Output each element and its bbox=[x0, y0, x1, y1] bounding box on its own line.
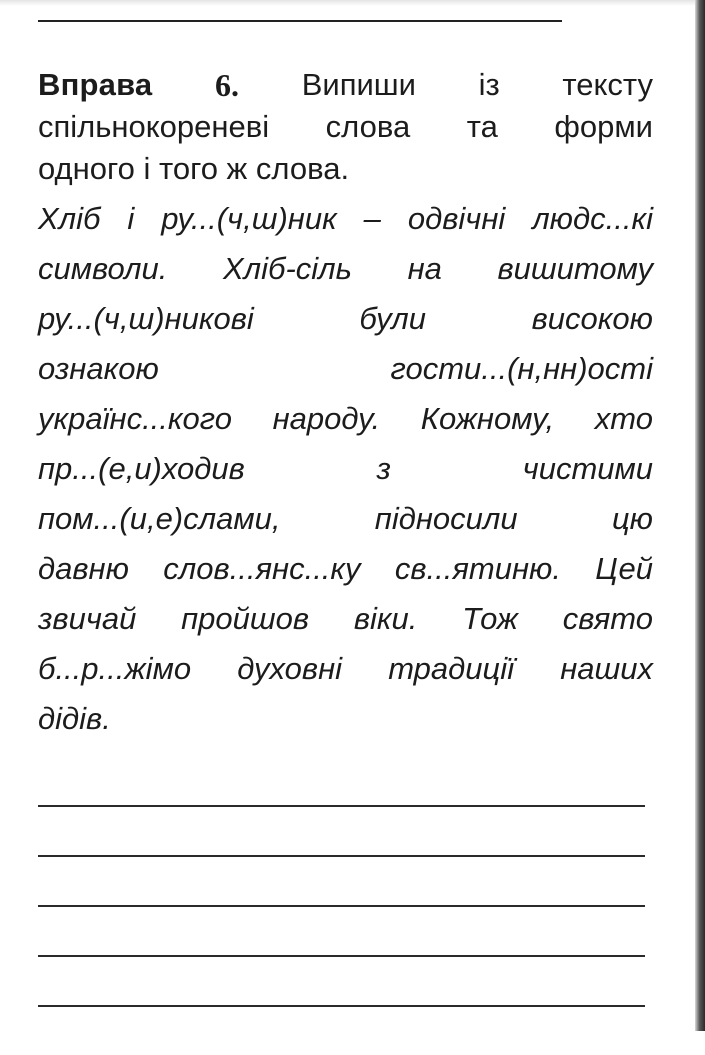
text-word: з bbox=[376, 451, 391, 486]
text-word: символи. bbox=[38, 251, 168, 286]
task-title-label: Вправа bbox=[38, 67, 153, 102]
text-word: ру...(ч,ш)ник bbox=[161, 201, 337, 236]
text-word: були bbox=[359, 301, 427, 336]
text-word: підносили bbox=[374, 501, 518, 536]
text-word: пр...(е,и)ходив bbox=[38, 451, 245, 486]
text-word: ру...(ч,ш)никові bbox=[38, 301, 254, 336]
task-instruction-line bbox=[38, 106, 653, 148]
text-line bbox=[38, 644, 653, 694]
instruction-word: слова bbox=[325, 109, 411, 144]
text-word: традиції bbox=[388, 651, 515, 686]
task-heading-line bbox=[38, 64, 653, 106]
instruction-word: та bbox=[466, 109, 498, 144]
text-word: на bbox=[407, 251, 442, 286]
instruction-word: Випиши bbox=[301, 67, 416, 102]
text-line bbox=[38, 494, 653, 544]
text-word: дідів. bbox=[38, 701, 111, 736]
text-word: – bbox=[363, 201, 381, 236]
text-word: вишитому bbox=[497, 251, 653, 286]
text-word: слов...янс...ку bbox=[163, 551, 361, 586]
text-word: давню bbox=[38, 551, 129, 586]
top-divider-line bbox=[38, 20, 562, 22]
text-word: цю bbox=[611, 501, 653, 536]
text-line bbox=[38, 344, 653, 394]
instruction-text: одного і того ж слова. bbox=[38, 151, 350, 186]
text-word: Цей bbox=[595, 551, 653, 586]
answer-line bbox=[38, 955, 645, 1005]
text-word: високою bbox=[531, 301, 653, 336]
answer-lines bbox=[38, 805, 645, 1055]
text-line bbox=[38, 194, 653, 244]
text-word: гости...(н,нн)ості bbox=[390, 351, 653, 386]
text-word: і bbox=[127, 201, 135, 236]
text-line bbox=[38, 694, 653, 744]
instruction-word: форми bbox=[554, 109, 653, 144]
text-word: св...ятиню. bbox=[394, 551, 561, 586]
text-word: чистими bbox=[522, 451, 653, 486]
text-word: Хліб-сіль bbox=[222, 251, 352, 286]
text-word: наших bbox=[560, 651, 653, 686]
text-word: українс...кого bbox=[38, 401, 232, 436]
text-word: хто bbox=[594, 401, 653, 436]
instruction-word: тексту bbox=[562, 67, 653, 102]
text-word: народу. bbox=[272, 401, 381, 436]
task-number: 6. bbox=[215, 67, 240, 103]
text-word: віки. bbox=[353, 601, 418, 636]
text-word: пом...(и,е)слами, bbox=[38, 501, 281, 536]
text-word: Кожному, bbox=[420, 401, 555, 436]
text-word: звичай bbox=[38, 601, 137, 636]
task-title bbox=[38, 64, 152, 106]
text-word: ознакою bbox=[38, 351, 159, 386]
page-top-shadow bbox=[0, 0, 705, 6]
page-edge-shadow bbox=[695, 0, 705, 1031]
answer-line bbox=[38, 805, 645, 855]
text-line bbox=[38, 244, 653, 294]
exercise-text bbox=[38, 194, 653, 744]
text-word: духовні bbox=[237, 651, 343, 686]
text-word: свято bbox=[562, 601, 653, 636]
text-line bbox=[38, 594, 653, 644]
answer-line bbox=[38, 905, 645, 955]
text-line bbox=[38, 294, 653, 344]
task-instruction-line bbox=[38, 148, 653, 190]
text-word: одвічні bbox=[407, 201, 506, 236]
instruction-word: із bbox=[478, 67, 500, 102]
text-word: людс...кі bbox=[532, 201, 653, 236]
answer-line bbox=[38, 1005, 645, 1055]
text-line bbox=[38, 444, 653, 494]
text-word: пройшов bbox=[181, 601, 310, 636]
text-line bbox=[38, 394, 653, 444]
text-word: Хліб bbox=[38, 201, 101, 236]
instruction-word: спільнокореневі bbox=[38, 109, 270, 144]
text-line bbox=[38, 544, 653, 594]
exercise-block bbox=[38, 64, 653, 744]
answer-line bbox=[38, 855, 645, 905]
text-word: б...р...жімо bbox=[38, 651, 192, 686]
text-word: Тож bbox=[462, 601, 518, 636]
